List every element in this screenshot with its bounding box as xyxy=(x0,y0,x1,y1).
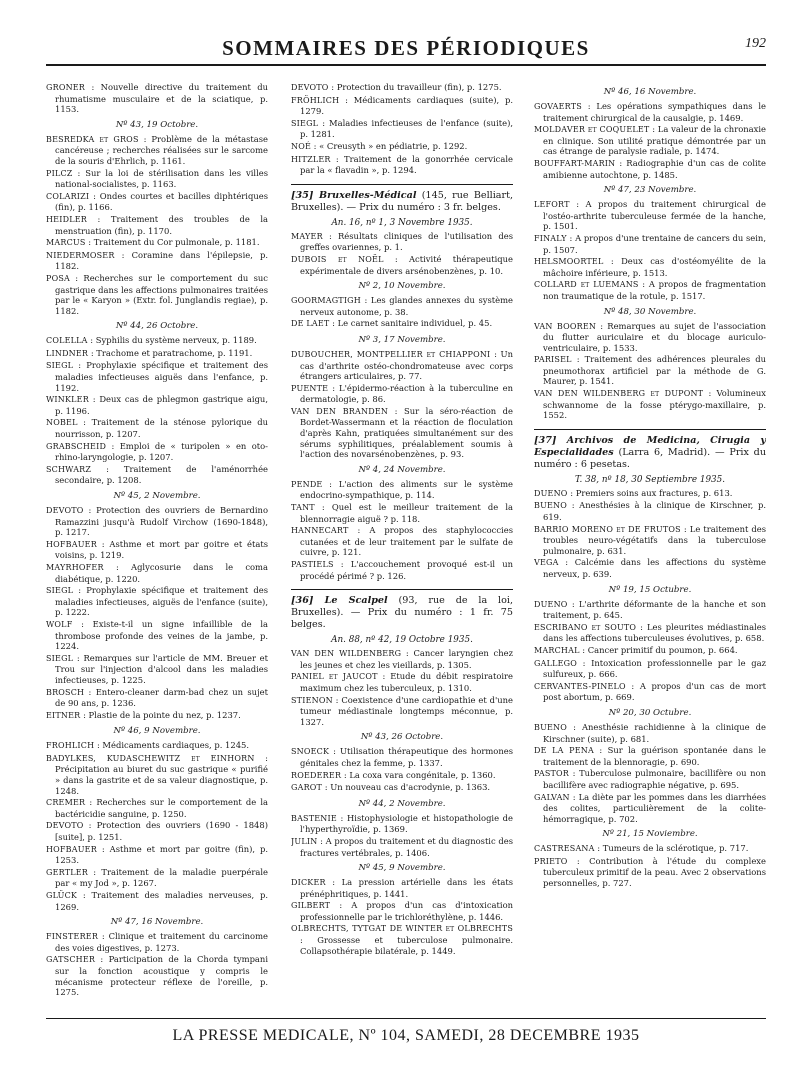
author-name: GALLEGO xyxy=(534,658,577,668)
author-name: FINALY xyxy=(534,233,567,243)
article-entry xyxy=(291,648,513,670)
article-title: : Deux cas de phlegmon gastrique aigu, p. 1196. xyxy=(55,394,268,416)
issue-subheading: Nº 4, 24 Novembre. xyxy=(358,464,446,475)
article-title: : Médicaments cardiaques (suite), p. 1279. xyxy=(300,94,513,117)
article-entry xyxy=(534,388,766,421)
author-name: OLBRECHTS, TYTGAT DE WINTER et OLBRECHTS xyxy=(291,924,513,934)
article-entry xyxy=(46,954,268,997)
journal-heading xyxy=(291,184,513,214)
author-name: GOORMAGTIGH xyxy=(291,296,361,306)
article-entry xyxy=(291,479,513,501)
article-entry xyxy=(291,559,513,581)
article-title: : Activité thérapeutique expérimentale de divers arsénobenzènes, p. 10. xyxy=(300,253,513,276)
author-name: BUENO xyxy=(534,501,568,511)
issue-subheading: Nº 3, 17 Novembre. xyxy=(358,334,446,345)
author-name: EITNER xyxy=(46,710,81,720)
article-title: : A propos d'une trentaine de cancers du sein, p. 1507. xyxy=(543,232,766,255)
article-entry xyxy=(291,746,513,768)
article-title: : L'action des aliments sur le système endocrino-sympathique, p. 114. xyxy=(300,478,513,501)
page-footer: LA PRESSE MEDICALE, Nº 104, SAMEDI, 28 DECEMBRE 1935 xyxy=(46,1018,766,1045)
article-entry xyxy=(291,502,513,524)
article-entry xyxy=(291,900,513,922)
article-entry xyxy=(534,233,766,255)
article-entry xyxy=(534,500,766,522)
author-name: HANNECART xyxy=(291,526,349,536)
author-name: HOFBAUER xyxy=(46,539,97,549)
author-name: GRONER xyxy=(46,83,86,92)
article-entry xyxy=(291,671,513,693)
article-entry xyxy=(534,792,766,825)
article-title: : Les pleurites médiastinales dans les affections tuberculeuses évolutives, p. 658. xyxy=(543,621,766,644)
article-title: : Cancer primitif du poumon, p. 664. xyxy=(579,644,738,655)
article-entry xyxy=(46,214,268,236)
author-name: GLÜCK xyxy=(46,891,78,900)
article-entry xyxy=(46,134,268,167)
article-title: : Traitement du Cor pulmonale, p. 1181. xyxy=(85,237,260,248)
author-name: DUBOUCHER, MONTPELLIER et CHIAPPONI xyxy=(291,349,491,359)
author-name: DEVOTO xyxy=(46,821,84,831)
author-name: ROEDERER xyxy=(291,770,342,780)
author-name: STIENON xyxy=(291,695,333,705)
article-title: : A propos d'un cas de mort post abortum, p. 669. xyxy=(543,680,766,703)
article-entry xyxy=(534,557,766,579)
article-title: : Médicaments cardiaques, p. 1245. xyxy=(94,740,250,751)
article-entry xyxy=(291,295,513,317)
article-title: : Coramine dans l'épilepsie, p. 1182. xyxy=(55,249,268,272)
article-title: : Premiers soins aux fractures, p. 613. xyxy=(567,487,733,498)
article-entry xyxy=(46,797,268,819)
author-name: PILCZ xyxy=(46,168,73,178)
author-name: VAN BOOREN xyxy=(534,321,597,331)
article-title: : Protection du travailleur (fin), p. 1275. xyxy=(328,82,502,92)
article-entry xyxy=(46,273,268,316)
article-title: : Protection des ouvriers de Bernardino Ramazzini jusqu'à Rudolf Virchow (1690-1848), p. 1217. xyxy=(55,505,268,538)
article-entry xyxy=(534,279,766,301)
article-title: : Les opérations sympathiques dans le traitement chirurgical de la causalgie, p. 1469. xyxy=(543,101,766,123)
author-name: NOÉ xyxy=(291,141,311,151)
author-name: GILBERT xyxy=(291,901,331,911)
journal-address: (145, rue Belliart, Bruxelles). — Prix du numéro : 3 fr. belges. xyxy=(291,189,513,213)
journal-name: [35] Bruxelles-Médical xyxy=(291,189,417,201)
author-name: DUBOIS et NOËL xyxy=(291,254,384,264)
article-title: : Traitement de la maladie puerpérale par « my Jod », p. 1267. xyxy=(55,866,268,889)
article-title: : A propos des staphylococcies cutanées et de leur traitement par le sulfate de cuivre, p. 121. xyxy=(300,525,513,558)
article-title: : Cancer laryngien chez les jeunes et chez les vieillards, p. 1305. xyxy=(300,648,513,670)
issue-subheading: Nº 45, 2 Novembre. xyxy=(113,491,201,501)
article-title: : Traitement des adhérences pleurales du pneumothorax artificiel par la méthode de G. Maurer, p. 1541. xyxy=(543,354,766,387)
issue-subheading: Nº 44, 2 Novembre. xyxy=(358,798,446,809)
article-title: : Traitement de l'aménorrhée secondaire, p. 1208. xyxy=(55,463,268,486)
article-entry xyxy=(291,836,513,858)
article-entry xyxy=(534,199,766,232)
article-entry xyxy=(46,82,268,115)
article-title: : Plastie de la pointe du nez, p. 1237. xyxy=(80,709,241,720)
issue-subheading: Nº 20, 30 Octubre. xyxy=(608,707,692,718)
author-name: PANIEL et JAUCOT xyxy=(291,672,378,682)
author-name: COLELLA xyxy=(46,336,88,346)
article-entry xyxy=(46,687,268,709)
issue-subheading: Nº 19, 15 Octubre. xyxy=(608,584,692,595)
article-entry xyxy=(534,658,766,680)
author-name: VAN DEN WILDENBERG xyxy=(291,649,402,659)
author-name: NIEDERMOSER xyxy=(46,250,115,260)
article-title: : Histophysiologie et histopathologie de l'hyperthyroïdie, p. 1369. xyxy=(300,812,513,835)
journal-address: (Larra 6, Madrid). — Prix du numéro : 6 pesetas. xyxy=(534,446,766,470)
article-entry xyxy=(534,354,766,387)
article-title: : Tumeurs de la sclérotique, p. 717. xyxy=(594,843,749,854)
article-entry xyxy=(291,383,513,405)
issue-subheading: Nº 45, 9 Novembre. xyxy=(358,863,446,874)
volume-heading: An. 88, nº 42, 19 Octobre 1935. xyxy=(331,635,473,646)
article-title: : Etude du débit respiratoire maximum chez les tuberculeux, p. 1310. xyxy=(300,671,513,693)
article-entry xyxy=(46,464,268,486)
author-name: TANT xyxy=(291,503,315,513)
article-title: : Prophylaxie spécifique et traitement des maladies infectieuses, aiguës de l'enfance (suite), p. 1222. xyxy=(55,585,268,618)
author-name: VAN DEN WILDENBERG et DUPONT xyxy=(534,389,704,399)
author-name: FRÖHLICH xyxy=(291,95,340,105)
article-title: : L'arthrite déformante de la hanche et son traitement, p. 645. xyxy=(543,598,766,621)
author-name: DUENO xyxy=(534,599,568,609)
article-entry xyxy=(46,168,268,190)
article-entry xyxy=(46,619,268,652)
article-title: : A propos du traitement chirurgical de l'ostéo-arthrite tuberculeuse fermée de la hanche, p. 1501. xyxy=(543,199,766,232)
article-title: : Protection des ouvriers (1690 - 1848) [suite], p. 1251. xyxy=(55,820,268,843)
article-entry xyxy=(291,82,513,94)
author-name: JULIN xyxy=(291,836,318,846)
article-entry xyxy=(291,349,513,382)
author-name: BADYLKES, KUDASCHEWITZ et EINHORN xyxy=(46,753,255,763)
author-name: SIEGL xyxy=(291,118,319,128)
article-entry xyxy=(46,931,268,953)
article-title: : Recherches sur le comportement de la bactéricidie sanguine, p. 1250. xyxy=(55,797,268,819)
author-name: MOLDAVER et COQUELET xyxy=(534,125,650,135)
article-title: : Contribution à l'étude du complexe tuberculeux primitif de la peau. Avec 2 observations personnelles, p. 727. xyxy=(543,855,766,889)
author-name: PARISEL xyxy=(534,355,572,365)
article-entry xyxy=(291,406,513,460)
article-title: : Un nouveau cas d'acrodynie, p. 1363. xyxy=(322,782,491,793)
article-title: : Tuberculose pulmonaire, bacillifère ou non bacillifère avec radiographie négative, p. 695. xyxy=(543,768,766,790)
issue-subheading: Nº 46, 9 Novembre. xyxy=(113,726,201,737)
volume-heading: T. 38, nº 18, 30 Septiembre 1935. xyxy=(574,474,726,485)
author-name: CREMER xyxy=(46,798,86,808)
article-entry xyxy=(46,191,268,213)
column-1 xyxy=(46,82,268,1012)
author-name: GERTLER xyxy=(46,867,89,877)
author-name: BROSCH xyxy=(46,687,85,697)
issue-subheading: Nº 21, 15 Noviembre. xyxy=(602,829,698,840)
column-3 xyxy=(534,82,766,1012)
article-entry xyxy=(534,101,766,123)
article-entry xyxy=(46,394,268,416)
article-title: : La valeur de la chronaxie en clinique. Son utilité pratique démontrée par un cas étrange de paralysie radiale, p. 1474. xyxy=(543,124,766,157)
author-name: HITZLER xyxy=(291,154,331,164)
article-entry xyxy=(534,321,766,354)
author-name: SIEGL xyxy=(46,361,74,371)
author-name: SIEGL xyxy=(46,586,74,596)
article-entry xyxy=(46,653,268,686)
article-entry xyxy=(534,158,766,180)
author-name: MARCUS xyxy=(46,238,86,248)
columns-area xyxy=(46,82,766,1012)
article-entry xyxy=(46,250,268,272)
column-2 xyxy=(291,82,513,1012)
article-title: : Quel est le meilleur traitement de la blennorragie aiguë ? p. 118. xyxy=(300,502,513,524)
article-entry xyxy=(46,562,268,584)
article-title: : A propos de fragmentation non traumatique de la rotule, p. 1517. xyxy=(543,279,766,301)
author-name: DEVOTO xyxy=(46,506,84,515)
article-entry xyxy=(291,782,513,794)
author-name: FROHLICH xyxy=(46,741,95,751)
article-title: : Recherches sur le comportement du suc gastrique dans les affections pulmonaires traitées par le « Karyon » (Extr. fol. Junglandis regiae), p. 1182. xyxy=(55,272,268,316)
page-number: 192 xyxy=(745,36,766,51)
article-title: : Asthme et mort par goitre et états voisins, p. 1219. xyxy=(55,538,268,561)
article-title: : Problème de la métastase cancéreuse ; recherches réalisées sur le sarcome de la souris d'Ehrlich, p. 1161. xyxy=(55,133,268,166)
issue-subheading: Nº 46, 16 Novembre. xyxy=(603,87,697,97)
author-name: BESREDKA et GROS xyxy=(46,134,139,144)
journal-address: (93, rue de la loi, Bruxelles). — Prix du numéro : 1 fr. 75 belges. xyxy=(291,595,513,631)
author-name: CASTRESANA xyxy=(534,844,595,854)
article-title: : Intoxication professionnelle par le gaz sulfureux, p. 666. xyxy=(543,657,766,680)
article-title: : Un cas d'arthrite ostéo-chondromateuse avec corps étrangers articulaires, p. 77. xyxy=(300,348,513,382)
article-title: : Précipitation au biuret du suc gastrique « purifié » dans la gastrite et de sa valeur diagnostique, p. 1248. xyxy=(55,752,268,796)
article-entry xyxy=(534,488,766,500)
article-title: : Radiographie d'un cas de colite amibienne autochtone, p. 1485. xyxy=(543,157,766,180)
article-title: : Deux cas d'ostéomyélite de la mâchoire inférieure, p. 1513. xyxy=(543,256,766,278)
author-name: MAYER xyxy=(291,231,323,241)
article-entry xyxy=(534,745,766,767)
article-title: : Le carnet sanitaire individuel, p. 45. xyxy=(329,318,493,329)
author-name: BOUFFART-MARIN xyxy=(534,158,616,168)
article-entry xyxy=(291,923,513,956)
article-title: : Existe-t-il un signe infaillible de la thrombose profonde des veines de la jambe, p. 1224. xyxy=(55,618,268,652)
article-entry xyxy=(534,645,766,657)
author-name: LEFORT xyxy=(534,200,570,210)
article-title: : Anesthésies à la clinique de Kirschner, p. 619. xyxy=(543,500,766,523)
journal-name: [36] Le Scalpel xyxy=(291,595,388,607)
article-entry xyxy=(46,710,268,722)
article-title: : Aglycosurie dans le coma diabétique, p. 1220. xyxy=(55,561,268,584)
author-name: CERVANTES-PINELO xyxy=(534,681,626,691)
article-title: : Calcémie dans les affections du système nerveux, p. 639. xyxy=(543,557,766,579)
article-entry xyxy=(46,890,268,912)
article-entry xyxy=(46,867,268,889)
author-name: ESCRIBANO et SOUTO xyxy=(534,622,637,632)
article-entry xyxy=(291,231,513,253)
page-title: SOMMAIRES DES PÉRIODIQUES xyxy=(222,36,590,60)
author-name: GRABSCHEID xyxy=(46,441,107,451)
author-name: BASTENIE xyxy=(291,813,337,823)
author-name: GATSCHER xyxy=(46,955,96,965)
author-name: HOFBAUER xyxy=(46,844,97,854)
author-name: BARRIO MORENO et DE FRUTOS xyxy=(534,524,681,534)
article-entry xyxy=(46,348,268,360)
article-entry xyxy=(534,722,766,744)
issue-subheading: Nº 47, 23 Novembre. xyxy=(603,185,697,196)
author-name: PASTOR xyxy=(534,769,570,779)
article-title: : « Creusyth » en pédiatrie, p. 1292. xyxy=(311,140,468,151)
journal-heading xyxy=(534,429,766,471)
article-title: : Grossesse et tuberculose pulmonaire. Collapsothérapie bilatérale, p. 1449. xyxy=(300,935,513,956)
author-name: DICKER xyxy=(291,878,326,888)
article-entry xyxy=(534,856,766,889)
article-entry xyxy=(46,820,268,842)
article-title: : Utilisation thérapeutique des hormones génitales chez la femme, p. 1337. xyxy=(300,746,513,768)
author-name: PASTIELS xyxy=(291,560,334,569)
author-name: DUENO xyxy=(534,488,568,498)
article-entry xyxy=(534,681,766,703)
article-title: : Maladies infectieuses de l'enfance (suite), p. 1281. xyxy=(300,117,513,140)
author-name: COLARIZI xyxy=(46,191,90,201)
issue-subheading: Nº 2, 10 Novembre. xyxy=(358,281,446,292)
author-name: PUENTE xyxy=(291,383,329,393)
author-name: MARCHAL xyxy=(534,645,580,655)
article-title: : Sur la séro-réaction de Bordet-Wassermann et la réaction de floculation d'après Kahn, pratiquées simultanément sur des sérums syphilitiques, préalablement soumis à l'action des novarsénobenzènes, p. 93. xyxy=(300,405,513,460)
article-title: : Traitement des troubles de la menstruation (fin), p. 1170. xyxy=(55,213,268,236)
article-entry xyxy=(46,585,268,618)
author-name: GAROT xyxy=(291,783,323,793)
author-name: SNOECK xyxy=(291,747,330,757)
author-name: VAN DEN BRANDEN xyxy=(291,406,389,416)
author-name: SCHWARZ xyxy=(46,464,92,474)
author-name: WOLF xyxy=(46,619,73,629)
article-entry xyxy=(46,441,268,463)
article-entry xyxy=(291,877,513,899)
issue-subheading: Nº 48, 30 Novembre. xyxy=(603,306,697,317)
article-title: : Anesthésie rachidienne à la clinique de Kirschner (suite), p. 681. xyxy=(543,721,766,744)
article-entry xyxy=(291,770,513,782)
journal-name: [37] Archivos de Medicina, Cirugia y Especialidades xyxy=(534,434,766,458)
article-entry xyxy=(291,254,513,276)
article-title: : Sur la guérison spontanée dans le traitement de la blennoragie, p. 690. xyxy=(543,745,766,767)
author-name: HELSMOORTEL xyxy=(534,257,604,267)
article-entry xyxy=(291,118,513,140)
article-title: : L'accouchement provoqué est-il un procédé périmé ? p. 126. xyxy=(300,559,513,581)
author-name: GALVAN xyxy=(534,792,570,802)
issue-subheading: Nº 47, 16 Novembre. xyxy=(110,917,204,928)
article-entry xyxy=(46,360,268,393)
author-name: PRIETO xyxy=(534,856,568,866)
article-entry xyxy=(291,813,513,835)
author-name: FINSTERER xyxy=(46,932,99,942)
article-title: : Remarques au sujet de l'association du flutter auriculaire et du blocage auriculo-ventriculaire, p. 1533. xyxy=(543,320,766,353)
article-title: : La pression artérielle dans les états prénéphritiques, p. 1441. xyxy=(300,877,513,899)
article-title: : Nouvelle directive du traitement du rhumatisme musculaire et de la sciatique, p. 1153. xyxy=(55,82,268,115)
article-entry xyxy=(534,599,766,621)
article-entry xyxy=(534,843,766,855)
article-title: : La diète par les pommes dans les diarrhées des colites, particulièrement de la colite-hémorragique, p. 702. xyxy=(543,791,766,824)
article-entry xyxy=(291,154,513,176)
author-name: POSA xyxy=(46,273,70,283)
article-title: : Participation de la Chorda tympani sur la fonction acoustique y compris le mécanisme protecteur réflexe de l'oreille, p. 1275. xyxy=(55,954,268,998)
author-name: COLLARD et LUEMANS xyxy=(534,280,639,290)
article-title: : Traitement de la sténose pylorique du nourrisson, p. 1207. xyxy=(55,417,268,440)
article-title: : Ondes courtes et bacilles diphtériques (fin), p. 1166. xyxy=(55,190,268,213)
page-header xyxy=(46,30,766,66)
article-title: : Syphilis du système nerveux, p. 1189. xyxy=(87,335,257,346)
author-name: SIEGL xyxy=(46,653,74,663)
article-title: : Les glandes annexes du système nerveux autonome, p. 38. xyxy=(300,295,513,317)
article-title: : Remarques sur l'article de MM. Breuer et Trou sur l'injection d'alcool dans les maladies infectieuses, p. 1225. xyxy=(55,652,268,685)
author-name: NOBEL xyxy=(46,418,78,428)
article-title: : Entero-cleaner darm-bad chez un sujet de 90 ans, p. 1236. xyxy=(55,686,268,709)
article-entry xyxy=(534,524,766,557)
article-title: : Prophylaxie spécifique et traitement des maladies infectieuses aiguës dans l'enfance, p. 1192. xyxy=(55,360,268,393)
article-entry xyxy=(534,124,766,157)
article-title: : Coexistence d'une cardiopathie et d'une tumeur médiastinale longtemps méconnue, p. 1327. xyxy=(300,694,513,727)
article-entry xyxy=(534,622,766,644)
article-entry xyxy=(46,505,268,538)
author-name: DE LAET xyxy=(291,319,330,329)
article-title: : Traitement de la gonorrhée cervicale par la « flavadin », p. 1294. xyxy=(300,153,513,176)
article-title: : Traitement des maladies nerveuses, p. 1269. xyxy=(55,890,268,912)
article-title: : La coxa vara congénitale, p. 1360. xyxy=(341,769,496,780)
author-name: GOVAERTS xyxy=(534,102,582,111)
article-title: : A propos d'un cas d'intoxication professionnelle par le trichloréthylène, p. 1446. xyxy=(300,900,513,922)
author-name: WINKLER xyxy=(46,395,89,405)
article-entry xyxy=(291,141,513,153)
article-title: : Emploi de « turipolen » en oto-rhino-laryngologie, p. 1207. xyxy=(55,440,268,463)
article-entry xyxy=(46,237,268,249)
author-name: VEGA xyxy=(534,558,559,568)
author-name: BUENO xyxy=(534,722,568,732)
article-title: : Volumineux schwannome de la fosse ptérygo-maxillaire, p. 1552. xyxy=(543,388,766,421)
article-title: : L'épidermo-réaction à la tuberculine en dermatologie, p. 86. xyxy=(300,382,513,405)
article-title: : Sur la loi de stérilisation dans les villes national-socialistes, p. 1163. xyxy=(55,167,268,190)
author-name: MAYRHOFER xyxy=(46,562,104,572)
author-name: LINDNER xyxy=(46,348,89,358)
article-title: : A propos du traitement et du diagnostic des fractures vertébrales, p. 1406. xyxy=(300,835,513,858)
article-title: : Le traitement des troubles neuro-végétatifs dans la tuberculose pulmonaire, p. 631. xyxy=(543,523,766,556)
article-entry xyxy=(46,740,268,752)
article-title: : Asthme et mort par goitre (fin), p. 1253. xyxy=(55,843,268,866)
article-entry xyxy=(534,256,766,278)
author-name: PENDE xyxy=(291,479,323,489)
article-entry xyxy=(46,417,268,439)
issue-subheading: Nº 43, 19 Octobre. xyxy=(115,119,199,130)
article-entry xyxy=(46,335,268,347)
article-title: : Résultats cliniques de l'utilisation des greffes ovariennes, p. 1. xyxy=(300,230,513,253)
journal-heading xyxy=(291,589,513,631)
article-entry xyxy=(46,844,268,866)
article-entry xyxy=(291,525,513,558)
issue-subheading: Nº 43, 26 Octobre. xyxy=(360,732,444,743)
author-name: HEIDLER xyxy=(46,214,87,224)
issue-subheading: Nº 44, 26 Octobre. xyxy=(115,321,199,332)
article-entry xyxy=(291,95,513,117)
article-entry xyxy=(291,318,513,330)
volume-heading: An. 16, nº 1, 3 Novembre 1935. xyxy=(331,217,473,228)
author-name: DEVOTO xyxy=(291,83,329,92)
article-entry xyxy=(534,768,766,790)
article-entry xyxy=(46,539,268,561)
author-name: DE LA PENA xyxy=(534,746,594,756)
article-title: : Clinique et traitement du carcinome des voies digestives, p. 1273. xyxy=(55,931,268,953)
article-entry xyxy=(46,753,268,796)
article-entry xyxy=(291,695,513,728)
article-title: : Trachome et paratrachome, p. 1191. xyxy=(88,347,253,358)
